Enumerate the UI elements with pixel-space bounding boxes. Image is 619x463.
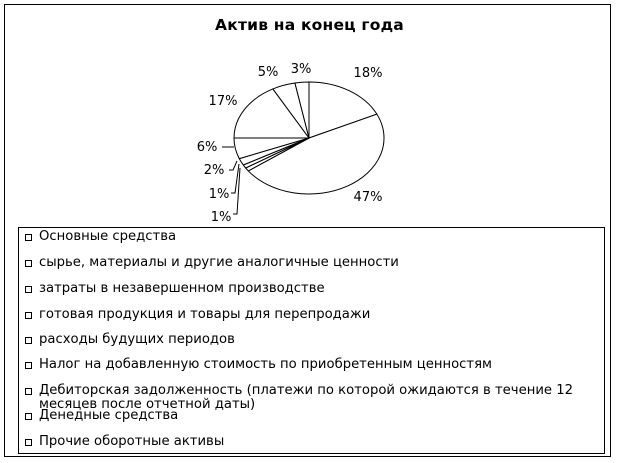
legend-swatch — [25, 234, 32, 241]
legend — [18, 227, 605, 454]
legend-label: затраты в незавершенном производстве — [39, 281, 325, 296]
data-label-vat: 6% — [196, 140, 218, 155]
data-label-receivables: 17% — [208, 94, 238, 109]
data-label-wip: 1% — [210, 210, 232, 225]
legend-label: Прочие оборотные активы — [39, 434, 225, 449]
legend-label: Основные средства — [39, 229, 177, 244]
legend-label: Налог на добавленную стоимость по приобретенным ценностям — [39, 357, 492, 372]
legend-label: готовая продукция и товары для перепродажи — [39, 307, 371, 322]
legend-swatch — [25, 312, 32, 319]
data-label-cash: 5% — [257, 65, 279, 80]
data-label-finished-goods: 1% — [208, 187, 230, 202]
data-label-raw-materials: 47% — [353, 190, 383, 205]
legend-swatch — [25, 388, 32, 395]
legend-label: Денедные средства — [39, 408, 179, 423]
leader-line-wip — [233, 168, 240, 214]
data-label-other-current-assets: 3% — [290, 62, 312, 77]
legend-label: расходы будущих периодов — [39, 332, 235, 347]
legend-label: Дебиторская задолженность (платежи по которой ожидаются в течение 12 месяцев после отчетной даты) — [39, 383, 573, 412]
legend-swatch — [25, 413, 32, 420]
legend-swatch — [25, 337, 32, 344]
leader-line-finished-goods — [231, 164, 239, 193]
legend-label: сырье, материалы и другие аналогичные ценности — [39, 255, 399, 270]
legend-swatch — [25, 260, 32, 267]
data-label-fixed-assets: 18% — [353, 66, 383, 81]
leader-line-deferred-expenses — [229, 161, 237, 170]
legend-swatch — [25, 362, 32, 369]
data-label-deferred-expenses: 2% — [203, 163, 225, 178]
legend-swatch — [25, 439, 32, 446]
legend-swatch — [25, 286, 32, 293]
chart-title: Актив на конец года — [215, 16, 404, 34]
